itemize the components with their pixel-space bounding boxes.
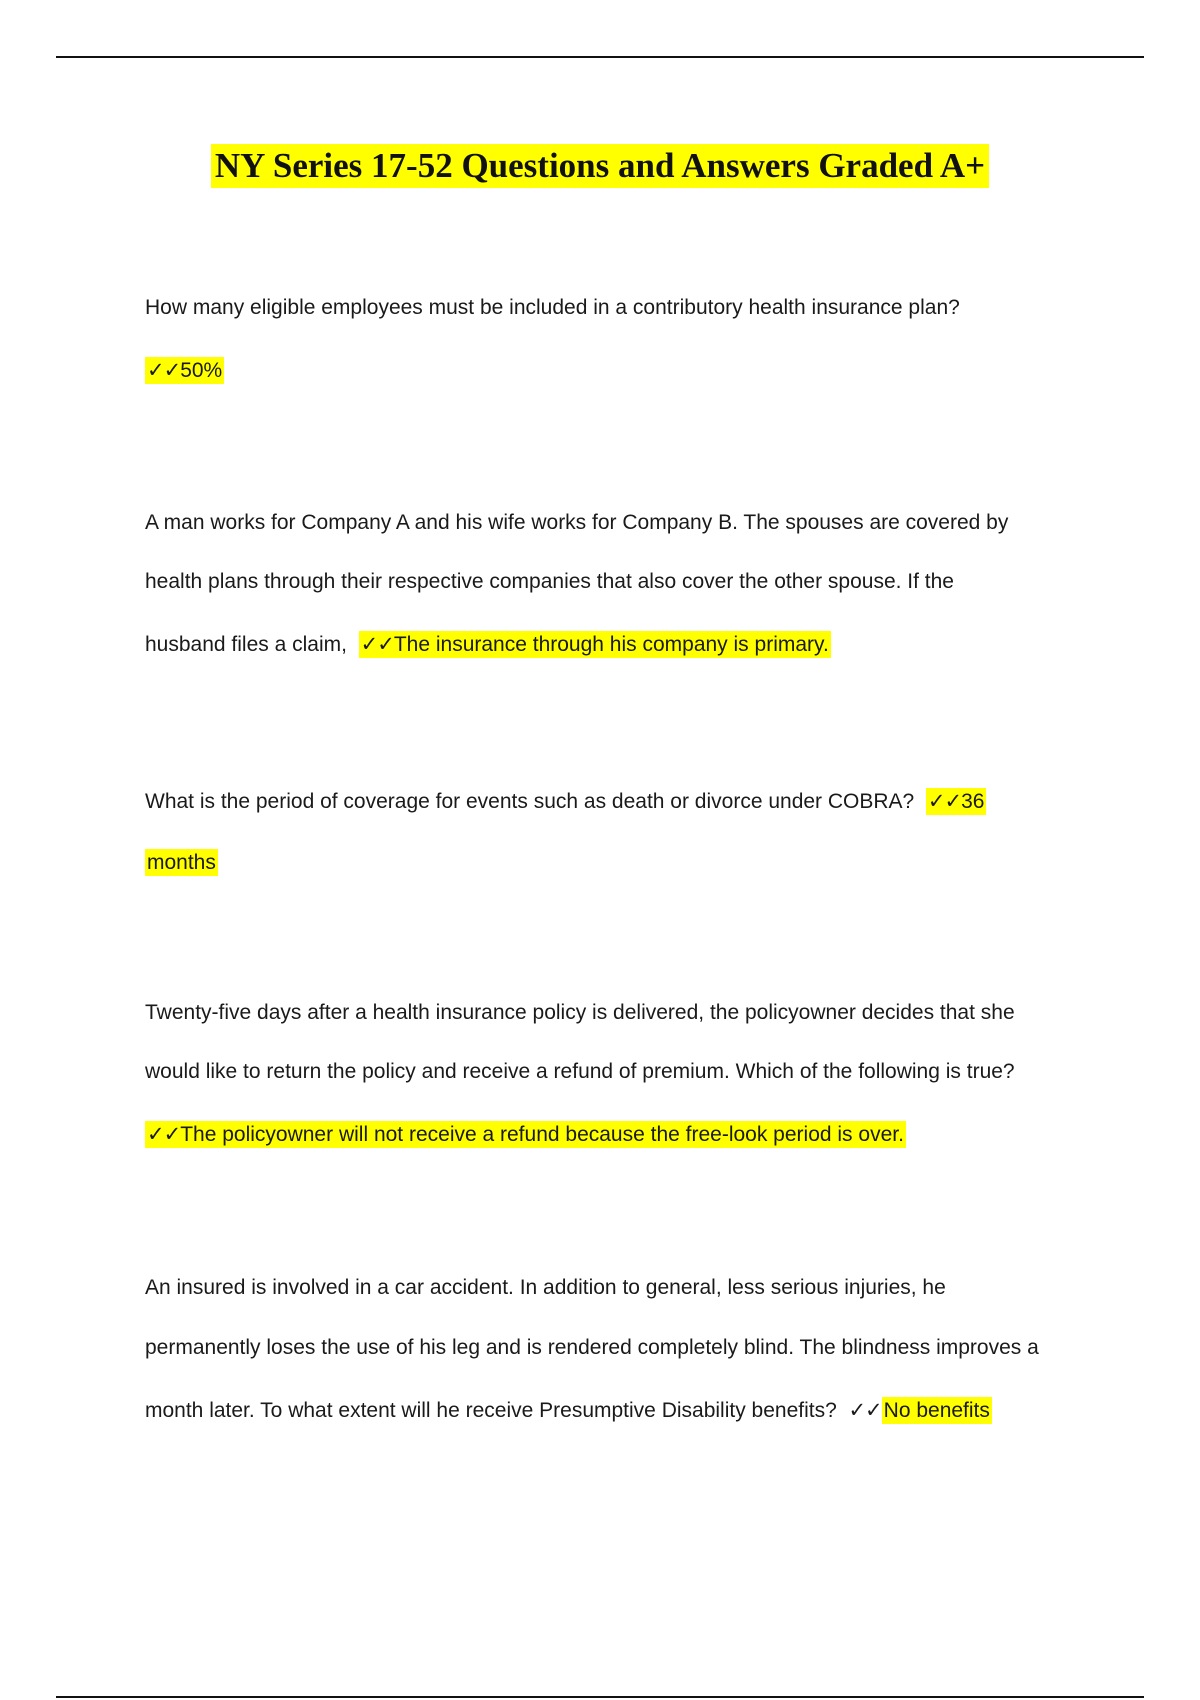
answer-1-highlight xyxy=(145,357,224,384)
question-4-line-1-text: Twenty-five days after a health insurance policy is delivered, the policyowner decides that she xyxy=(145,1001,1015,1024)
double-check-icon: ✓✓ xyxy=(848,1398,882,1422)
question-5-line-1-text: An insured is involved in a car accident. In addition to general, less serious injuries, he xyxy=(145,1276,946,1299)
question-4-line-1 xyxy=(145,998,1095,1028)
answer-4-highlight xyxy=(145,1121,906,1148)
question-1-line-1: How many eligible employees must be included in a contributory health insurance plan? xyxy=(145,296,960,319)
question-3-line-1 xyxy=(145,786,1095,817)
question-4-line-2 xyxy=(145,1057,1095,1087)
question-2-line-1-text: A man works for Company A and his wife works for Company B. The spouses are covered by xyxy=(145,511,1009,534)
question-5-line-2 xyxy=(145,1333,1095,1363)
header-rule xyxy=(56,56,1144,58)
answer-1-text: 50% xyxy=(180,359,223,382)
answer-3-line-2 xyxy=(145,848,1095,878)
question-4-line-2-text: would like to return the policy and receive a refund of premium. Which of the following is true? xyxy=(145,1060,1015,1083)
question-5-line-3 xyxy=(145,1395,1095,1426)
answer-3-highlight-part2: months xyxy=(147,851,216,874)
question-2-line-2-text: health plans through their respective companies that also cover the other spouse. If the xyxy=(145,570,954,593)
double-check-icon: ✓✓ xyxy=(927,789,962,813)
answer-1 xyxy=(145,355,1095,386)
document-title: NY Series 17-52 Questions and Answers Graded A+ xyxy=(211,144,989,188)
answer-4 xyxy=(145,1119,1095,1150)
question-2-line-3 xyxy=(145,629,1095,660)
question-2-line-1 xyxy=(145,508,1095,538)
question-1 xyxy=(145,293,1095,323)
answer-3-highlight-part1 xyxy=(926,788,987,815)
double-check-icon: ✓✓ xyxy=(147,1122,181,1146)
question-5-line-3-text: month later. To what extent will he receive Presumptive Disability benefits? xyxy=(145,1399,837,1422)
question-2-line-3-text: husband files a claim, xyxy=(145,633,347,656)
question-5-line-2-text: permanently loses the use of his leg and is rendered completely blind. The blindness improves a xyxy=(145,1336,1039,1359)
answer-4-text: The policyowner will not receive a refund because the free-look period is over. xyxy=(180,1123,904,1146)
title-container xyxy=(0,144,1200,188)
footer-rule xyxy=(56,1696,1144,1698)
answer-5-text: No benefits xyxy=(883,1399,990,1422)
answer-5 xyxy=(848,1399,991,1422)
answer-3-text-part1: 36 xyxy=(961,790,985,813)
double-check-icon: ✓✓ xyxy=(360,632,394,656)
question-2-line-2 xyxy=(145,567,1095,597)
question-5-line-1 xyxy=(145,1273,1095,1303)
answer-2-highlight xyxy=(359,631,831,658)
answer-2-text: The insurance through his company is primary. xyxy=(393,633,829,656)
question-3-line-1-text: What is the period of coverage for events such as death or divorce under COBRA? xyxy=(145,790,915,813)
double-check-icon: ✓✓ xyxy=(147,358,181,382)
